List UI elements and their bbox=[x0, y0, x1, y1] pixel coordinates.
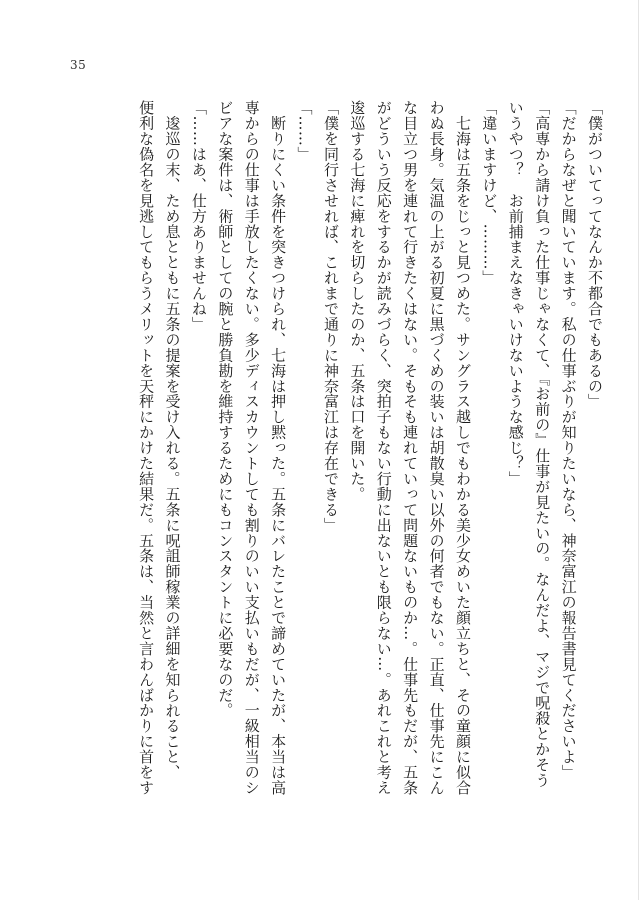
text-line: 「高専から請け負った仕事じゃなくて、『お前の』仕事が見たいの。なんだよ、マジで呪殺とかそう bbox=[533, 100, 552, 788]
text-line: 専からの仕事は手放したくない。多少ディスカウントしても割りのいい支払いもだが、一級相当のシ bbox=[242, 100, 261, 796]
text-line: 「だからなぜと聞いています。私の仕事ぶりが知りたいなら、神奈富江の報告書見てくださいよ」 bbox=[559, 100, 578, 780]
text-line: 「違いますけど、………」 bbox=[480, 100, 499, 286]
text-line: いうやつ？ お前捕まえなきゃいけないような感じ？」 bbox=[506, 100, 525, 487]
text-line: 七海は五条をじっと見つめた。サングラス越しでもわかる美少女めいた顔立ちと、その童顔に似合 bbox=[453, 100, 472, 796]
text-line: 「僕がついてってなんか不都合でもあるの」 bbox=[586, 100, 604, 409]
text-line: 断りにくい条件を突きつけられ、七海は押し黙った。五条にバレたことで諦めていたが、本当は高 bbox=[269, 100, 288, 796]
text-line: 「……はあ、仕方ありませんね」 bbox=[189, 100, 208, 332]
body-text bbox=[68, 100, 608, 870]
text-line: 便利な偽名を見逃してもらうメリットを天秤にかけた結果だ。五条は、当然と言わんばかりに首をす bbox=[137, 100, 156, 796]
text-line: 「僕を同行させれば、これまで通りに神奈富江は存在できる」 bbox=[321, 100, 340, 533]
text-line: わぬ長身。気温の上がる初夏に黒づくめの装いは胡散臭い以外の何者でもない。正直、仕事先にこん bbox=[427, 100, 446, 796]
text-line: 「……」 bbox=[295, 100, 314, 162]
text-line: 逡巡の末、ため息とともに五条の提案を受け入れる。五条に呪詛師稼業の詳細を知られること、 bbox=[163, 100, 182, 780]
text-line: 逡巡する七海に痺れを切らしたのか、五条は口を開いた。 bbox=[348, 100, 367, 502]
page-number: 35 bbox=[70, 58, 87, 72]
text-line: がどういう反応をするかが読みづらく、突拍子もない行動に出ないとも限らない…。あれこれと考え bbox=[374, 100, 393, 796]
text-line: な目立つ男を連れて行きたくはない。そもそも連れていって問題ないものか…。仕事先もだが、五条 bbox=[401, 100, 420, 796]
text-line: ビアな案件は、術師としての腕と勝負勘を維持するためにもコンスタントに必要なのだ。 bbox=[216, 100, 235, 718]
